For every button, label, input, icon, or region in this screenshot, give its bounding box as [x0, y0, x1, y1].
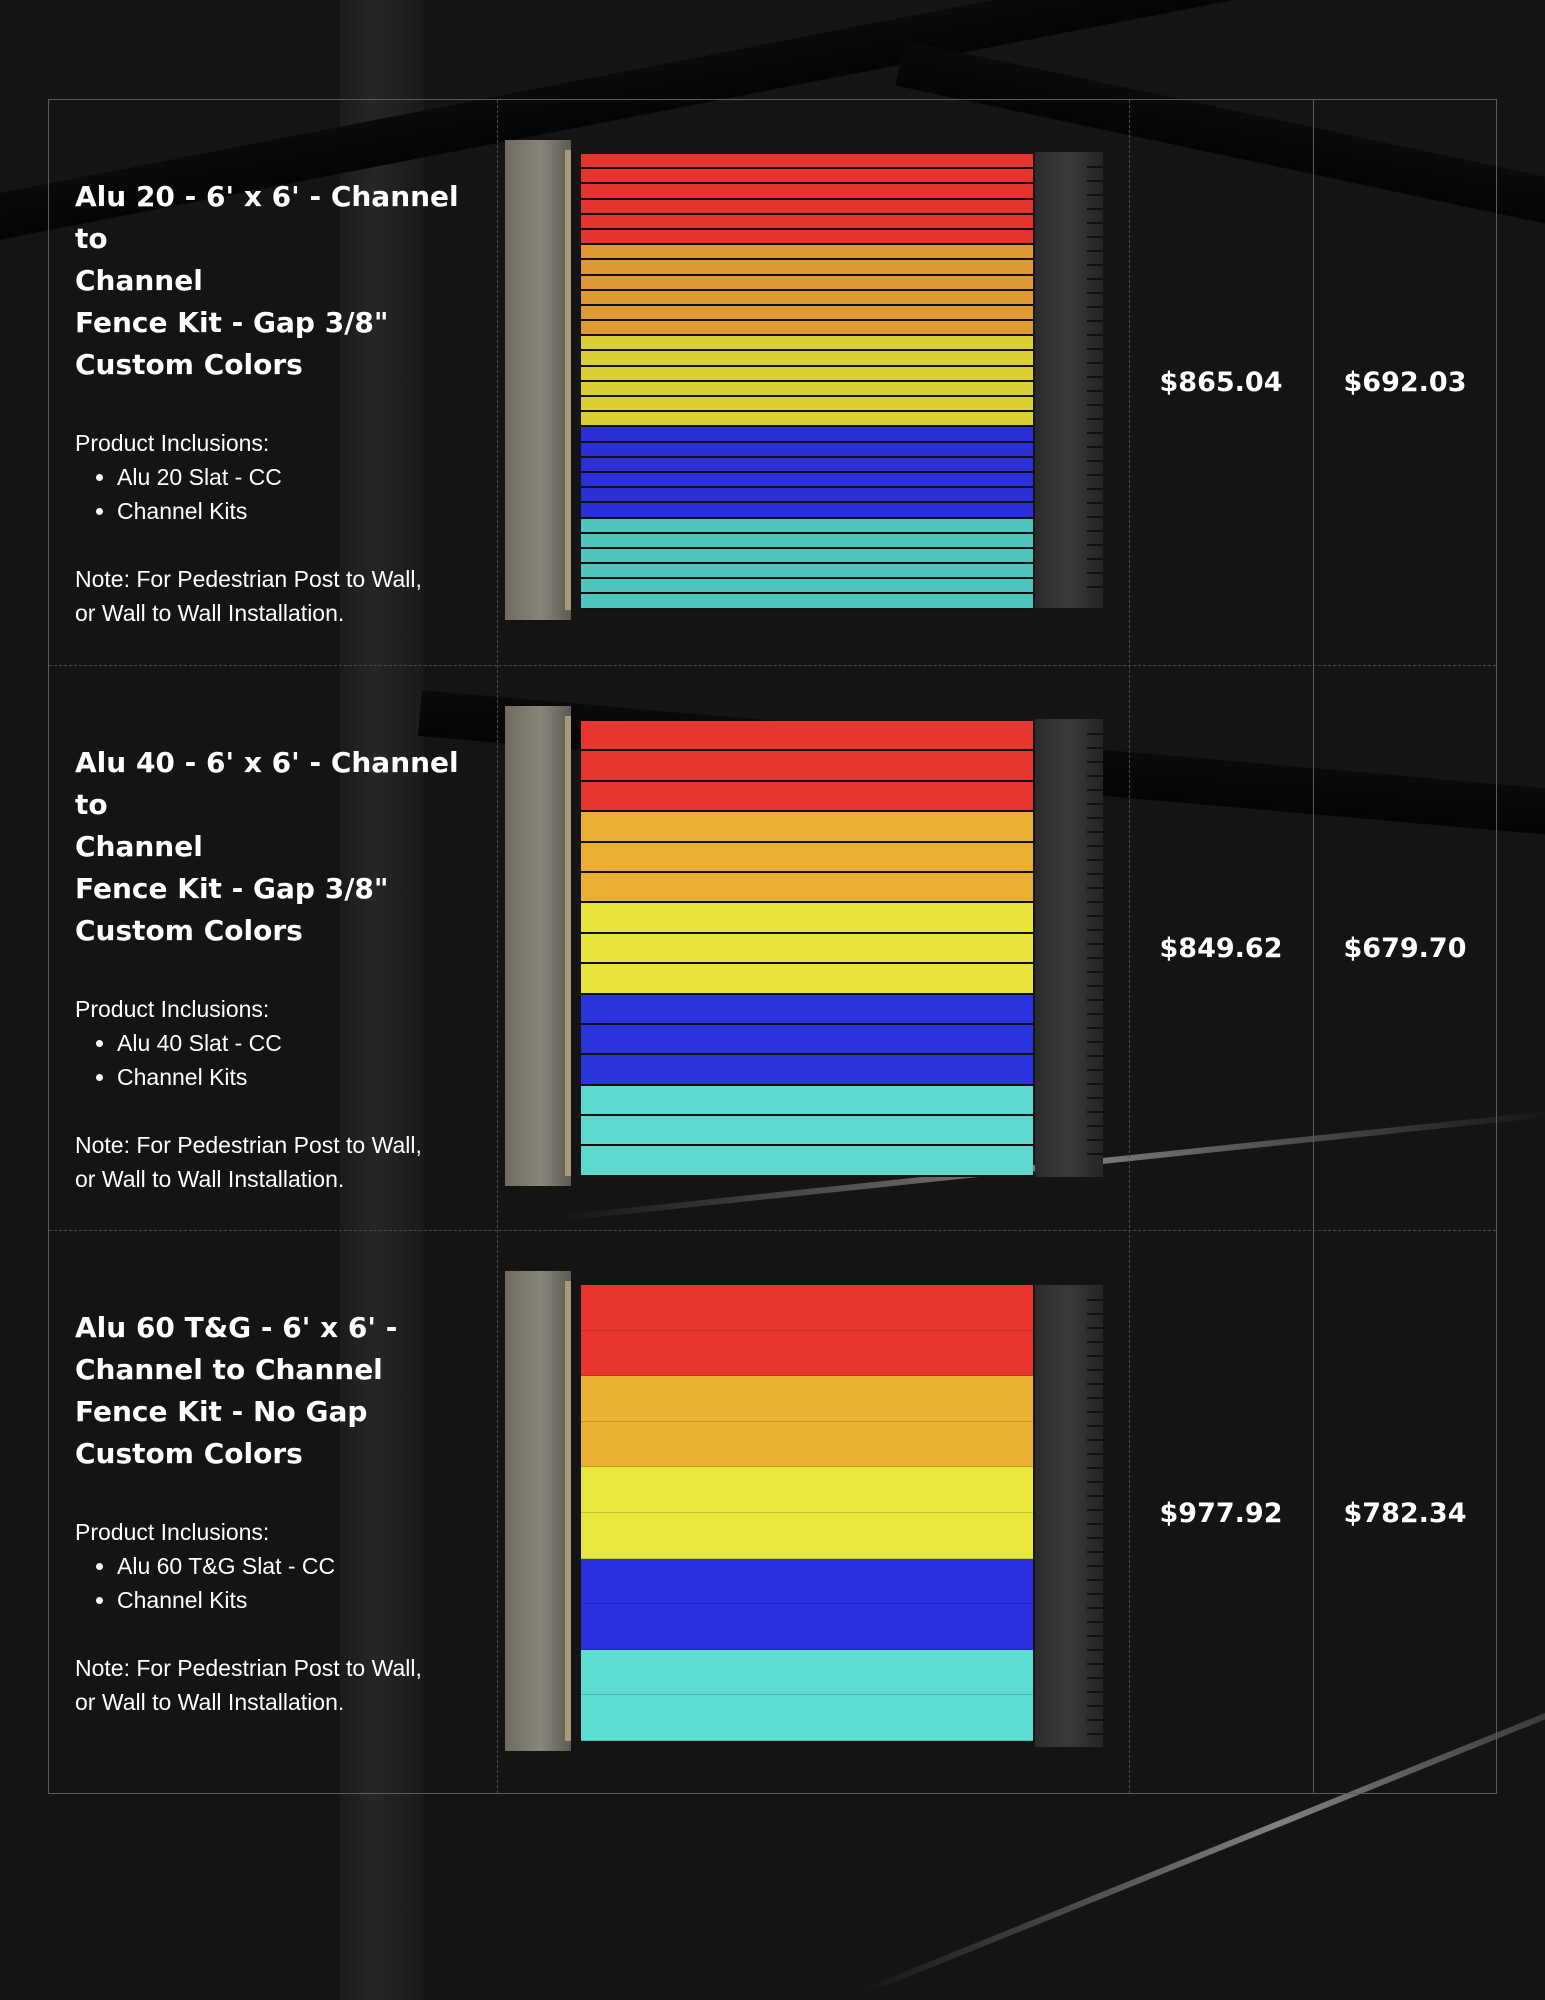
product-table: [48, 99, 1497, 1794]
fence-post-left: [505, 706, 571, 1186]
title-line: Alu 60 T&G - 6' x 6' -: [75, 1311, 398, 1344]
fence-kit-image: [505, 1271, 1105, 1751]
note-line: Note: For Pedestrian Post to Wall,: [75, 566, 422, 592]
channel-notch: [1087, 278, 1103, 280]
fence-post-right: [1035, 719, 1103, 1177]
channel-notch: [1087, 1579, 1103, 1581]
channel-notch: [1087, 1593, 1103, 1595]
fence-slat: [581, 995, 1033, 1025]
channel-notch: [1087, 208, 1103, 210]
channel-notch: [1087, 1041, 1103, 1043]
channel-notch: [1087, 1013, 1103, 1015]
fence-slat: [581, 397, 1033, 412]
fence-slat: [581, 1376, 1033, 1422]
channel-notch: [1087, 474, 1103, 476]
installation-note: [75, 562, 485, 630]
inclusions-list: [75, 1026, 485, 1094]
channel-notch: [1087, 1097, 1103, 1099]
title-line: Custom Colors: [75, 1437, 303, 1470]
channel-notch: [1087, 418, 1103, 420]
note-line: Note: For Pedestrian Post to Wall,: [75, 1132, 422, 1158]
channel-notch: [1087, 1355, 1103, 1357]
price-regular: $977.92: [1159, 1498, 1283, 1529]
fence-slat: [581, 534, 1033, 549]
price-discounted: $692.03: [1343, 367, 1467, 398]
channel-notch: [1087, 432, 1103, 434]
fence-slat: [581, 594, 1033, 609]
channel-notch: [1087, 1383, 1103, 1385]
installation-note: [75, 1651, 485, 1719]
title-line: Fence Kit - No Gap: [75, 1395, 368, 1428]
fence-slat: [581, 473, 1033, 488]
fence-slat: [581, 1422, 1033, 1468]
fence-slat: [581, 427, 1033, 442]
fence-slat: [581, 1331, 1033, 1377]
channel-notch: [1087, 747, 1103, 749]
fence-slat: [581, 782, 1033, 812]
channel-notch: [1087, 957, 1103, 959]
channel-notch: [1087, 845, 1103, 847]
inclusion-item: • Alu 40 Slat - CC: [117, 1026, 485, 1060]
channel-notch: [1087, 1663, 1103, 1665]
fence-slat: [581, 1604, 1033, 1650]
channel-notch: [1087, 180, 1103, 182]
fence-slat: [581, 812, 1033, 842]
fence-post-left: [505, 1271, 571, 1751]
inclusion-item: • Alu 60 T&G Slat - CC: [117, 1549, 485, 1583]
product-row: [49, 1230, 1496, 1796]
fence-slat: [581, 230, 1033, 245]
channel-notch: [1087, 985, 1103, 987]
fence-slat: [581, 184, 1033, 199]
title-line: Custom Colors: [75, 348, 303, 381]
fence-post-right: [1035, 152, 1103, 608]
channel-notch: [1087, 1153, 1103, 1155]
fence-slat: [581, 260, 1033, 275]
channel-notch: [1087, 817, 1103, 819]
fence-slat: [581, 1559, 1033, 1605]
channel-notch: [1087, 376, 1103, 378]
channel-notch: [1087, 334, 1103, 336]
channel-notch: [1087, 404, 1103, 406]
fence-slat: [581, 306, 1033, 321]
channel-notch: [1087, 1341, 1103, 1343]
fence-slat: [581, 549, 1033, 564]
fence-kit-image: [505, 140, 1105, 620]
channel-notch: [1087, 1125, 1103, 1127]
fence-slat: [581, 873, 1033, 903]
channel-notch: [1087, 789, 1103, 791]
channel-notch: [1087, 873, 1103, 875]
product-description: [75, 1307, 485, 1719]
fence-slats: [581, 1285, 1033, 1741]
fence-slat: [581, 1513, 1033, 1559]
channel-notch: [1087, 901, 1103, 903]
fence-slat: [581, 1695, 1033, 1741]
channel-notch: [1087, 1453, 1103, 1455]
fence-slat: [581, 458, 1033, 473]
channel-notch: [1087, 887, 1103, 889]
channel-notch: [1087, 264, 1103, 266]
channel-notch: [1087, 1635, 1103, 1637]
channel-notch: [1087, 1327, 1103, 1329]
inclusions-list: [75, 1549, 485, 1617]
channel-notch: [1087, 1551, 1103, 1553]
channel-notch: [1087, 586, 1103, 588]
channel-notch: [1087, 803, 1103, 805]
channel-notch: [1087, 1299, 1103, 1301]
fence-slat: [581, 200, 1033, 215]
channel-notch: [1087, 488, 1103, 490]
fence-slat: [581, 443, 1033, 458]
fence-slat: [581, 321, 1033, 336]
title-line: Custom Colors: [75, 914, 303, 947]
channel-notch: [1087, 166, 1103, 168]
channel-notch: [1087, 1083, 1103, 1085]
channel-notch: [1087, 971, 1103, 973]
channel-notch: [1087, 390, 1103, 392]
channel-notch: [1087, 1313, 1103, 1315]
channel-notch: [1087, 1621, 1103, 1623]
channel-notch: [1087, 236, 1103, 238]
product-title: [75, 1307, 485, 1475]
product-description: [75, 176, 485, 630]
channel-notch: [1087, 1523, 1103, 1525]
channel-notch: [1087, 1425, 1103, 1427]
note-line: or Wall to Wall Installation.: [75, 1166, 345, 1192]
channel-notch: [1087, 320, 1103, 322]
channel-notch: [1087, 943, 1103, 945]
price-discounted: $679.70: [1343, 933, 1467, 964]
channel-notch: [1087, 1537, 1103, 1539]
product-title: [75, 742, 485, 952]
title-line: Channel to Channel: [75, 1353, 383, 1386]
inclusion-item: • Channel Kits: [117, 1060, 485, 1094]
channel-notch: [1087, 1677, 1103, 1679]
channel-notch: [1087, 446, 1103, 448]
inclusion-item: • Channel Kits: [117, 1583, 485, 1617]
channel-notch: [1087, 530, 1103, 532]
fence-slat: [581, 1650, 1033, 1696]
inclusion-item: • Channel Kits: [117, 494, 485, 528]
title-line: Channel: [75, 264, 203, 297]
channel-notch: [1087, 362, 1103, 364]
channel-notch: [1087, 194, 1103, 196]
fence-slat: [581, 488, 1033, 503]
fence-slat: [581, 336, 1033, 351]
inclusions-label: Product Inclusions:: [75, 996, 270, 1022]
note-line: or Wall to Wall Installation.: [75, 600, 345, 626]
fence-slats: [581, 154, 1033, 610]
channel-notch: [1087, 775, 1103, 777]
note-line: or Wall to Wall Installation.: [75, 1689, 345, 1715]
fence-slat: [581, 903, 1033, 933]
fence-slat: [581, 519, 1033, 534]
channel-notch: [1087, 306, 1103, 308]
fence-slat: [581, 382, 1033, 397]
price-regular: $865.04: [1159, 367, 1283, 398]
channel-notch: [1087, 761, 1103, 763]
channel-notch: [1087, 1733, 1103, 1735]
inclusions-label: Product Inclusions:: [75, 430, 270, 456]
fence-slat: [581, 412, 1033, 427]
fence-slat: [581, 1285, 1033, 1331]
price-discounted: $782.34: [1343, 1498, 1467, 1529]
channel-notch: [1087, 929, 1103, 931]
fence-slat: [581, 1146, 1033, 1176]
channel-notch: [1087, 831, 1103, 833]
product-row: [49, 100, 1496, 665]
fence-slat: [581, 503, 1033, 518]
channel-notch: [1087, 1649, 1103, 1651]
channel-notch: [1087, 348, 1103, 350]
channel-notch: [1087, 222, 1103, 224]
channel-notch: [1087, 1139, 1103, 1141]
channel-notch: [1087, 733, 1103, 735]
channel-notch: [1087, 1691, 1103, 1693]
fence-slat: [581, 964, 1033, 994]
inclusion-item: • Alu 20 Slat - CC: [117, 460, 485, 494]
fence-slat: [581, 1055, 1033, 1085]
channel-notch: [1087, 572, 1103, 574]
title-line: Alu 20 - 6' x 6' - Channel to: [75, 180, 459, 255]
channel-notch: [1087, 1411, 1103, 1413]
fence-slat: [581, 1086, 1033, 1116]
channel-notch: [1087, 1719, 1103, 1721]
fence-slat: [581, 1025, 1033, 1055]
inclusions-list: [75, 460, 485, 528]
channel-notch: [1087, 1495, 1103, 1497]
channel-notch: [1087, 1055, 1103, 1057]
channel-notch: [1087, 460, 1103, 462]
fence-post-left: [505, 140, 571, 620]
channel-notch: [1087, 1565, 1103, 1567]
channel-notch: [1087, 250, 1103, 252]
channel-notch: [1087, 1027, 1103, 1029]
fence-slat: [581, 579, 1033, 594]
product-title: [75, 176, 485, 386]
fence-slat: [581, 564, 1033, 579]
title-line: Alu 40 - 6' x 6' - Channel to: [75, 746, 459, 821]
note-line: Note: For Pedestrian Post to Wall,: [75, 1655, 422, 1681]
channel-notch: [1087, 544, 1103, 546]
fence-slat: [581, 367, 1033, 382]
fence-slat: [581, 245, 1033, 260]
channel-notch: [1087, 1111, 1103, 1113]
title-line: Fence Kit - Gap 3/8": [75, 306, 389, 339]
product-row: [49, 665, 1496, 1231]
installation-note: [75, 1128, 485, 1196]
fence-slat: [581, 721, 1033, 751]
channel-notch: [1087, 1705, 1103, 1707]
title-line: Channel: [75, 830, 203, 863]
channel-notch: [1087, 1509, 1103, 1511]
channel-notch: [1087, 999, 1103, 1001]
fence-slats: [581, 721, 1033, 1177]
channel-notch: [1087, 859, 1103, 861]
channel-notch: [1087, 558, 1103, 560]
channel-notch: [1087, 1467, 1103, 1469]
channel-notch: [1087, 516, 1103, 518]
channel-notch: [1087, 915, 1103, 917]
inclusions-label: Product Inclusions:: [75, 1519, 270, 1545]
channel-notch: [1087, 502, 1103, 504]
fence-slat: [581, 291, 1033, 306]
fence-post-right: [1035, 1285, 1103, 1747]
channel-notch: [1087, 1481, 1103, 1483]
channel-notch: [1087, 1397, 1103, 1399]
fence-slat: [581, 1116, 1033, 1146]
channel-notch: [1087, 1069, 1103, 1071]
fence-slat: [581, 751, 1033, 781]
fence-slat: [581, 351, 1033, 366]
price-regular: $849.62: [1159, 933, 1283, 964]
fence-slat: [581, 215, 1033, 230]
channel-notch: [1087, 292, 1103, 294]
channel-notch: [1087, 1369, 1103, 1371]
title-line: Fence Kit - Gap 3/8": [75, 872, 389, 905]
fence-slat: [581, 1467, 1033, 1513]
fence-kit-image: [505, 706, 1105, 1186]
fence-slat: [581, 934, 1033, 964]
channel-notch: [1087, 1607, 1103, 1609]
fence-slat: [581, 154, 1033, 169]
fence-slat: [581, 276, 1033, 291]
fence-slat: [581, 843, 1033, 873]
product-description: [75, 742, 485, 1196]
channel-notch: [1087, 1439, 1103, 1441]
fence-slat: [581, 169, 1033, 184]
